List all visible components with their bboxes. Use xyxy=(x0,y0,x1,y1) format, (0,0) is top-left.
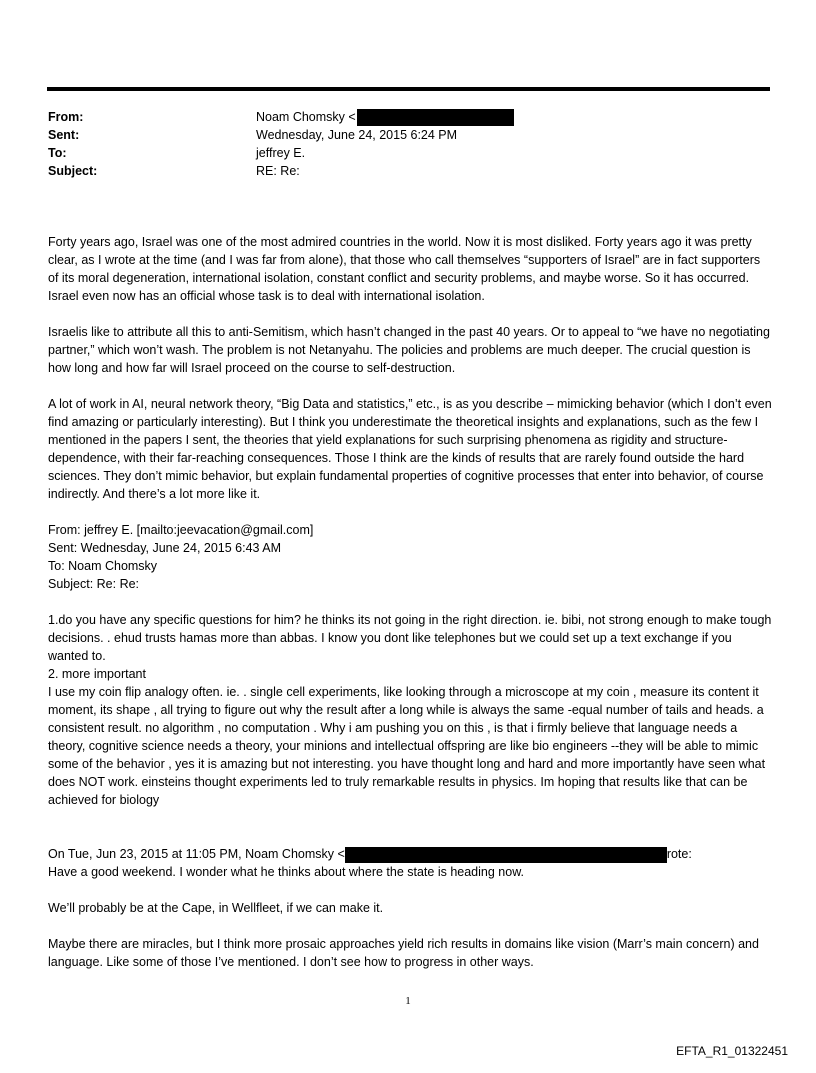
quoted-paragraph: 1.do you have any specific questions for him? he thinks its not going in the right direction. ie. bibi, not strong enough to make tough decisions. . ehud trusts hamas more than abbas. I know you dont like telephones but we could set up a text exchange if you wanted to. xyxy=(48,613,772,663)
earlier-line: Maybe there are miracles, but I think more prosaic approaches yield rich results in domains like vision (Marr’s main concern) and language. Like some of those I’ve mentioned. I don’t see how to progress in other ways. xyxy=(48,937,759,969)
subject-label: Subject: xyxy=(48,164,98,179)
email-header xyxy=(48,108,748,180)
subject-value: RE: Re: xyxy=(256,164,300,179)
earlier-on-end: rote: xyxy=(666,847,692,861)
quoted-sent: Sent: Wednesday, June 24, 2015 6:43 AM xyxy=(48,541,282,555)
document-id: EFTA_R1_01322451 xyxy=(676,1044,788,1058)
earlier-on-line xyxy=(48,845,772,863)
quoted-from: From: jeffrey E. [mailto:jeevacation@gmail.com] xyxy=(48,523,314,537)
header-rule xyxy=(47,87,770,91)
earlier-line: We’ll probably be at the Cape, in Wellfleet, if we can make it. xyxy=(48,901,384,915)
to-row xyxy=(48,144,748,162)
to-value: jeffrey E. xyxy=(256,146,306,161)
body-paragraph: Israelis like to attribute all this to anti-Semitism, which hasn’t changed in the past 40 years. Or to appeal to “we have no negotiating partner,” which won’t wash. The problem is not Netanyahu. The policies and problems are much deeper. The crucial question is how long and how far will Israel proceed on the course to self-destruction. xyxy=(48,325,770,375)
body-paragraph: A lot of work in AI, neural network theory, “Big Data and statistics,” etc., is as you describe – mimicking behavior (which I don’t even find amazing or particularly interesting). But I think you underestimate the theoretical insights and explanations, such as the few I mentioned in the papers I sent, the theories that yield explanations for such surprising phenomena as rigidity and structure-dependence, with their far-reaching consequences. Those I think are the kinds of results that are rarely found outside the hard sciences. They don’t mimic behavior, but explain fundamental properties of cognitive processes that enter into behavior, of course indirectly. And there’s a lot more like it. xyxy=(48,397,772,501)
quoted-to: To: Noam Chomsky xyxy=(48,559,158,573)
earlier-message xyxy=(48,845,772,971)
from-label: From: xyxy=(48,110,84,124)
email-body xyxy=(48,233,772,989)
quoted-paragraph: 2. more important xyxy=(48,667,146,681)
quoted-body xyxy=(48,611,772,809)
sent-value: Wednesday, June 24, 2015 6:24 PM xyxy=(256,128,458,143)
redaction-bar xyxy=(345,847,667,863)
quoted-paragraph: I use my coin flip analogy often. ie. . single cell experiments, like looking through a microscope at my coin , measure its content it moment, its shape , all trying to figure out why the result after a long while is always the same -equal number of tails and heads. a consistent result. no algorithm , no computation . Why i am pushing you on this , is that i firmly believe that language needs a theory, cognitive science needs a theory, your minions and intellectual offspring are like bio engineers --they will be able to mimic some of the behavior , yes it is amazing but not interesting. you have thought long and hard and more importantly have seen what does NOT work. einsteins thought experiments led to truly remarkable results in physics. Im hoping that results like that can be achieved for biology xyxy=(48,685,766,807)
redaction-bar xyxy=(357,109,514,126)
quoted-header xyxy=(48,521,772,593)
page-number: 1 xyxy=(405,995,411,1007)
from-value xyxy=(256,108,748,126)
sent-label: Sent: xyxy=(48,128,80,143)
body-paragraph: Forty years ago, Israel was one of the most admired countries in the world. Now it is most disliked. Forty years ago it was pretty clear, as I wrote at the time (and I was far from alone), that those who call themselves “supporters of Israel” are in fact supporters of its moral degeneration, international isolation, constant conflict and security problems, and maybe worse. So it has occurred. Israel even now has an official whose task is to deal with international isolation. xyxy=(48,235,761,303)
sent-row xyxy=(48,126,748,144)
to-label: To: xyxy=(48,146,67,161)
from-sender: Noam Chomsky < xyxy=(256,110,356,124)
from-row xyxy=(48,108,748,126)
earlier-line: Have a good weekend. I wonder what he thinks about where the state is heading now. xyxy=(48,865,525,879)
earlier-on-start: On Tue, Jun 23, 2015 at 11:05 PM, Noam Chomsky < xyxy=(48,847,345,861)
quoted-subject: Subject: Re: Re: xyxy=(48,577,140,591)
subject-row xyxy=(48,162,748,180)
